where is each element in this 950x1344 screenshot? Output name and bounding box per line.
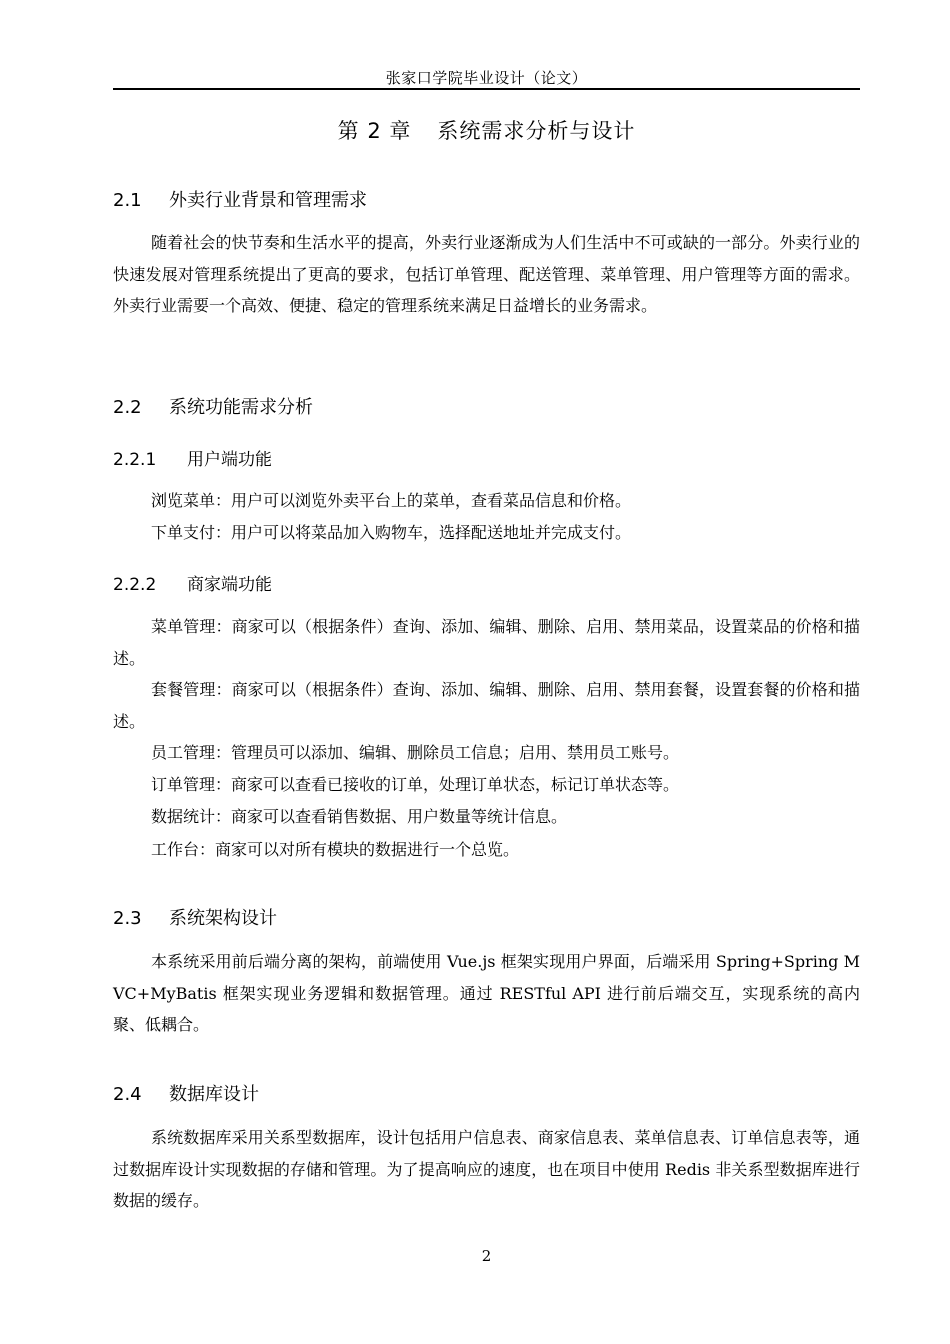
- merchant-feature-item: 菜单管理：商家可以（根据条件）查询、添加、编辑、删除、启用、禁用菜品，设置菜品的价格和描述。: [113, 617, 860, 668]
- subsection-title: 商家端功能: [187, 575, 272, 595]
- running-header: 张家口学院毕业设计（论文）: [385, 69, 588, 87]
- subsection-title: 用户端功能: [187, 450, 272, 470]
- user-feature-item: 浏览菜单：用户可以浏览外卖平台上的菜单，查看菜品信息和价格。: [151, 491, 632, 510]
- section-title: 外卖行业背景和管理需求: [169, 190, 367, 211]
- merchant-feature-item: 工作台：商家可以对所有模块的数据进行一个总览。: [151, 840, 520, 859]
- page-number: 2: [481, 1247, 492, 1265]
- user-feature-item: 下单支付：用户可以将菜品加入购物车，选择配送地址并完成支付。: [151, 523, 632, 542]
- section-number: 2.2: [113, 397, 142, 418]
- section-title: 系统功能需求分析: [169, 397, 313, 418]
- section-number: 2.3: [113, 908, 142, 929]
- section-number: 2.1: [113, 190, 142, 211]
- subsection-heading-2-2-1: [113, 448, 272, 472]
- merchant-feature-item: 套餐管理：商家可以（根据条件）查询、添加、编辑、删除、启用、禁用套餐，设置套餐的价格和描述。: [113, 680, 860, 731]
- section-title: 数据库设计: [169, 1084, 259, 1105]
- merchant-feature-item: 订单管理：商家可以查看已接收的订单，处理订单状态，标记订单状态等。: [151, 775, 680, 794]
- section-heading-2-3: [113, 906, 277, 932]
- section-title: 系统架构设计: [169, 908, 277, 929]
- merchant-feature-item: 数据统计：商家可以查看销售数据、用户数量等统计信息。: [151, 807, 568, 826]
- subsection-heading-2-2-2: [113, 573, 272, 597]
- section-number: 2.4: [113, 1084, 142, 1105]
- section-2-4-paragraph: 系统数据库采用关系型数据库，设计包括用户信息表、商家信息表、菜单信息表、订单信息表等，通过数据库设计实现数据的存储和管理。为了提高响应的速度，也在项目中使用 Redis 非关系型数据库进行数据的缓存。: [113, 1128, 860, 1210]
- subsection-number: 2.2.1: [113, 450, 157, 470]
- section-2-1-paragraph: 随着社会的快节奏和生活水平的提高，外卖行业逐渐成为人们生活中不可或缺的一部分。外卖行业的快速发展对管理系统提出了更高的要求，包括订单管理、配送管理、菜单管理、用户管理等方面的需求。外卖行业需要一个高效、便捷、稳定的管理系统来满足日益增长的业务需求。: [113, 233, 860, 315]
- section-heading-2-1: [113, 188, 367, 214]
- section-heading-2-4: [113, 1082, 259, 1108]
- section-2-3-paragraph: 本系统采用前后端分离的架构，前端使用 Vue.js 框架实现用户界面，后端采用 Spring+Spring MVC+MyBatis 框架实现业务逻辑和数据管理。通过 RESTful API 进行前后端交互，实现系统的高内聚、低耦合。: [113, 952, 860, 1034]
- subsection-number: 2.2.2: [113, 575, 157, 595]
- chapter-number: 第 2 章: [337, 119, 412, 143]
- chapter-name: 系统需求分析与设计: [437, 119, 636, 143]
- header-rule: [113, 88, 860, 90]
- chapter-title: [113, 116, 860, 146]
- merchant-feature-item: 员工管理：管理员可以添加、编辑、删除员工信息；启用、禁用员工账号。: [151, 743, 680, 762]
- section-heading-2-2: [113, 395, 313, 421]
